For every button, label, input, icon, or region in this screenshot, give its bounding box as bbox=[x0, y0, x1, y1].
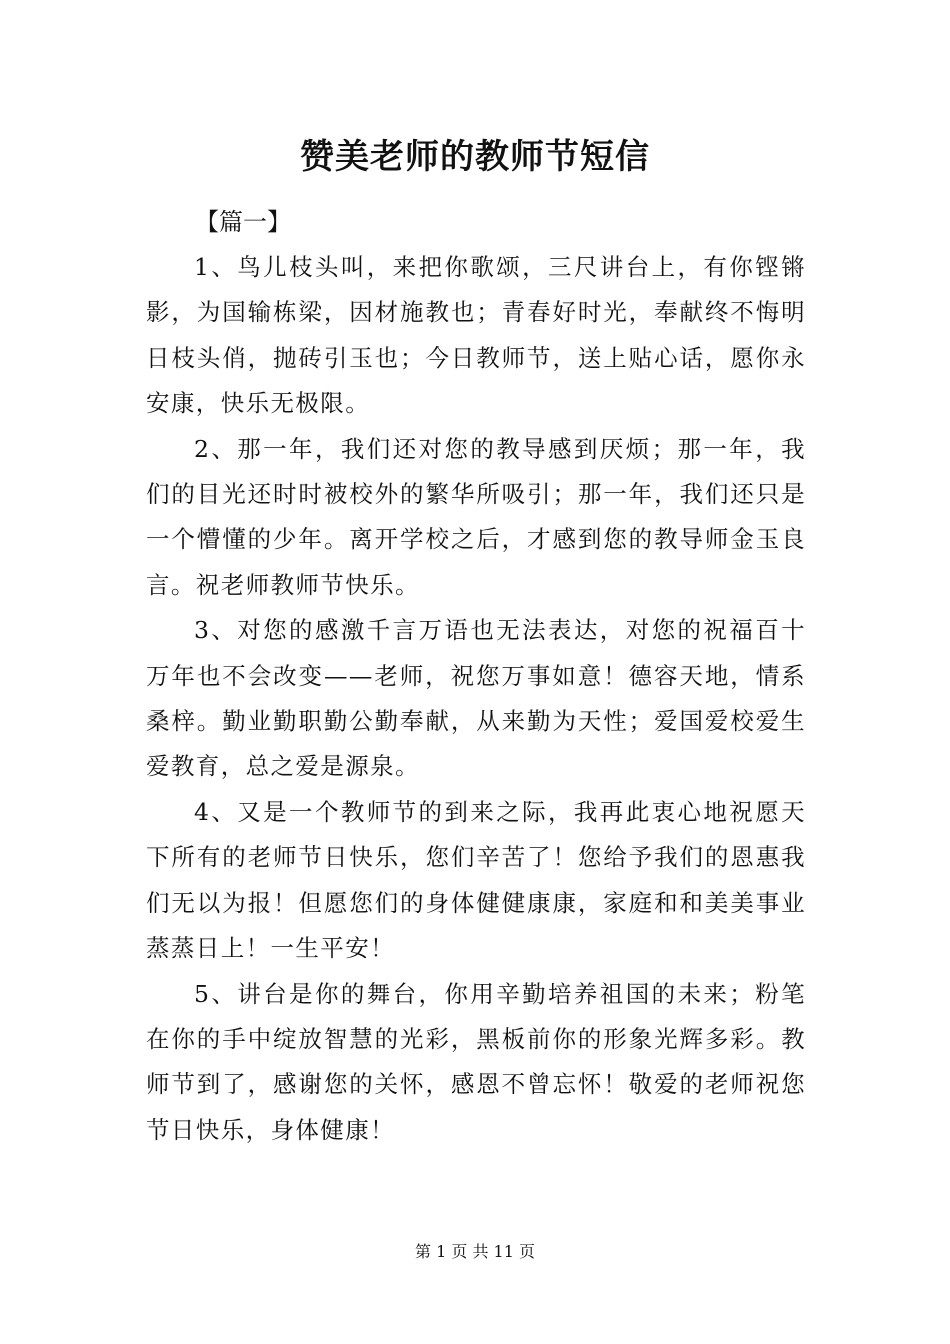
section-label: 【篇一】 bbox=[195, 208, 291, 236]
paragraph-5: 5、讲台是你的舞台，你用辛勤培养祖国的未来；粉笔在你的手中绽放智慧的光彩，黑板前你的形象光辉多彩。教师节到了，感谢您的关怀，感恩不曾忘怀！敬爱的老师祝您节日快乐，身体健康！ bbox=[146, 979, 806, 1144]
page-footer: 第 1 页 共 11 页 bbox=[415, 1242, 535, 1261]
document-title: 赞美老师的教师节短信 bbox=[300, 137, 650, 177]
paragraph-3: 3、对您的感激千言万语也无法表达，对您的祝福百十万年也不会改变——老师，祝您万事如意！德容天地，情系桑梓。勤业勤职勤公勤奉献，从来勤为天性；爱国爱校爱生爱教育，总之爱是源泉。 bbox=[146, 616, 806, 781]
paragraph-1: 1、鸟儿枝头叫，来把你歌颂，三尺讲台上，有你铿锵影，为国输栋梁，因材施教也；青春好时光，奉献终不悔明日枝头俏，抛砖引玉也；今日教师节，送上贴心话，愿你永安康，快乐无极限。 bbox=[146, 253, 806, 418]
paragraph-4: 4、又是一个教师节的到来之际，我再此衷心地祝愿天下所有的老师节日快乐，您们辛苦了！您给予我们的恩惠我们无以为报！但愿您们的身体健健康康，家庭和和美美事业蒸蒸日上！一生平安！ bbox=[146, 797, 806, 963]
paragraph-2: 2、那一年，我们还对您的教导感到厌烦；那一年，我们的目光还时时被校外的繁华所吸引；那一年，我们还只是一个懵懂的少年。离开学校之后，才感到您的教导师金玉良言。祝老师教师节快乐。 bbox=[146, 434, 806, 599]
document-body bbox=[146, 245, 806, 1153]
